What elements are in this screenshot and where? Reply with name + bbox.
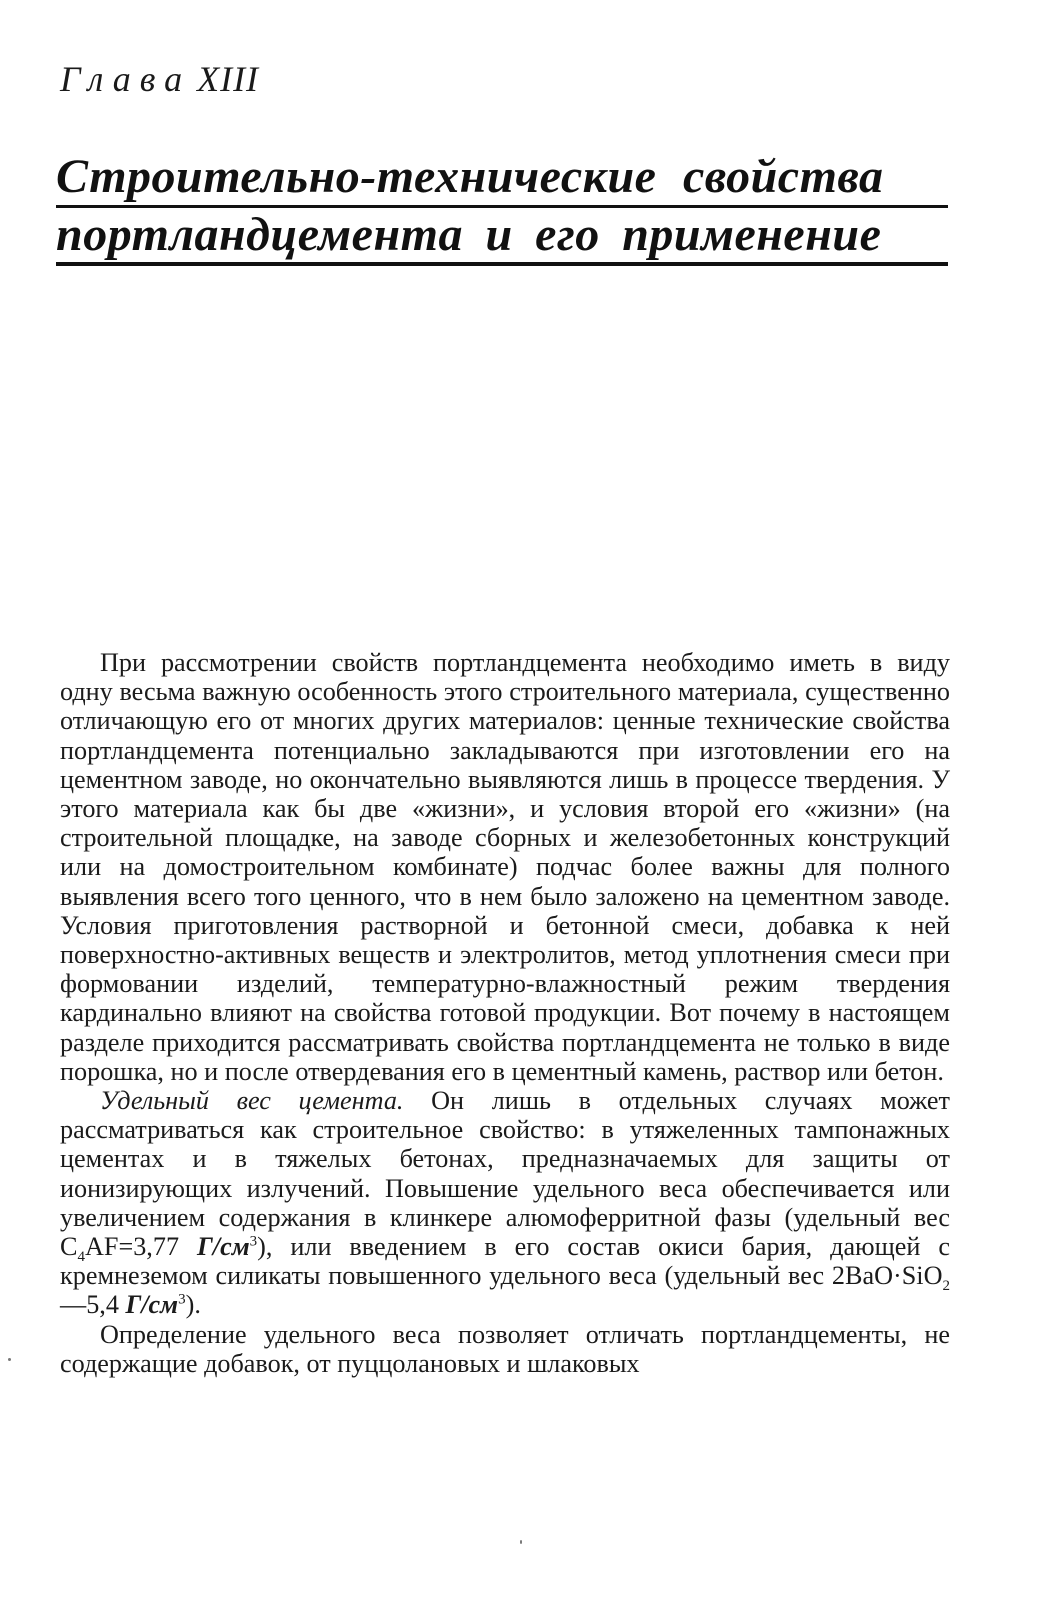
- chapter-title-line-1: Строительно-технические свойства: [56, 150, 884, 203]
- title-underline-1: [56, 205, 948, 208]
- paragraph-2-text-b: AF=3,77: [84, 1232, 197, 1262]
- density-unit: Г/см: [196, 1232, 250, 1262]
- scan-speck: [520, 1540, 522, 1544]
- unit-superscript: 3: [249, 1233, 258, 1250]
- paragraph-2-text-d: —5,4: [60, 1290, 126, 1320]
- paragraph-3: Определение удельного веса позволяет отличать портландцементы, не содержащие добавок, от пуццолановых и шлаковых: [60, 1319, 950, 1378]
- chapter-label: Глава: [60, 59, 192, 99]
- title-underline-2: [56, 262, 948, 266]
- density-unit: Г/см: [125, 1290, 179, 1320]
- formula-subscript: 4: [77, 1249, 85, 1266]
- paragraph-2-text-e: ).: [185, 1290, 201, 1320]
- paragraph-2-term: Удельный вес цемента.: [100, 1086, 404, 1116]
- paragraph-1: При рассмотрении свойств портландцемента необходимо иметь в виду одну весьма важную особенность этого строительного материала, существенно отличающую его от многих других материалов: ценные технические свойства портландцемента потенциально закладываются при изготовлении его на цементном заводе, но окончательно выявляются лишь в процессе твердения. У этого материала как бы две «жизни», и условия второй его «жизни» (на строительной площадке, на заводе сборных и железобетонных конструкций или на домостроительном комбинате) подчас более важны для полного выявления всего того ценного, что в нем было заложено на цементном заводе. Условия приготовления растворной и бетонной смеси, добавка к ней поверхностно-активных веществ и электролитов, метод уплотнения смеси при формовании изделий, температурно-влажностный режим твердения кардинально влияют на свойства готовой продукции. Вот почему в настоящем разделе приходится рассматривать свойства портландцемента не только в виде порошка, но и после отвердевания его в цементный камень, раствор или бетон.: [60, 648, 950, 1086]
- formula-subscript: 2: [942, 1278, 950, 1295]
- paragraph-2-text-a: Он лишь в отдельных случаях может рассматриваться как строительное свойство: в утяжеленных тампонажных цементах и в тяжелых бетонах, предназначаемых для защиты от ионизирующих излучений. Повышение удельного веса обеспечивается или увеличением содержания в клинкере алюмоферритной фазы (удельный вес C: [60, 1086, 950, 1262]
- chapter-heading: [60, 58, 259, 100]
- chapter-title-line-2: портландцемента и его применение: [56, 208, 882, 261]
- unit-superscript: 3: [178, 1291, 186, 1308]
- scan-speck: [8, 1358, 11, 1361]
- paragraph-2-text-c: ), или введением в его состав окиси бария, дающей с кремнеземом силикаты повышенного удельного веса (удельный вес 2BaO·SiO: [60, 1232, 950, 1291]
- paragraph-2: [60, 1086, 950, 1320]
- chapter-number: XIII: [197, 59, 260, 99]
- body-text: [60, 648, 950, 1378]
